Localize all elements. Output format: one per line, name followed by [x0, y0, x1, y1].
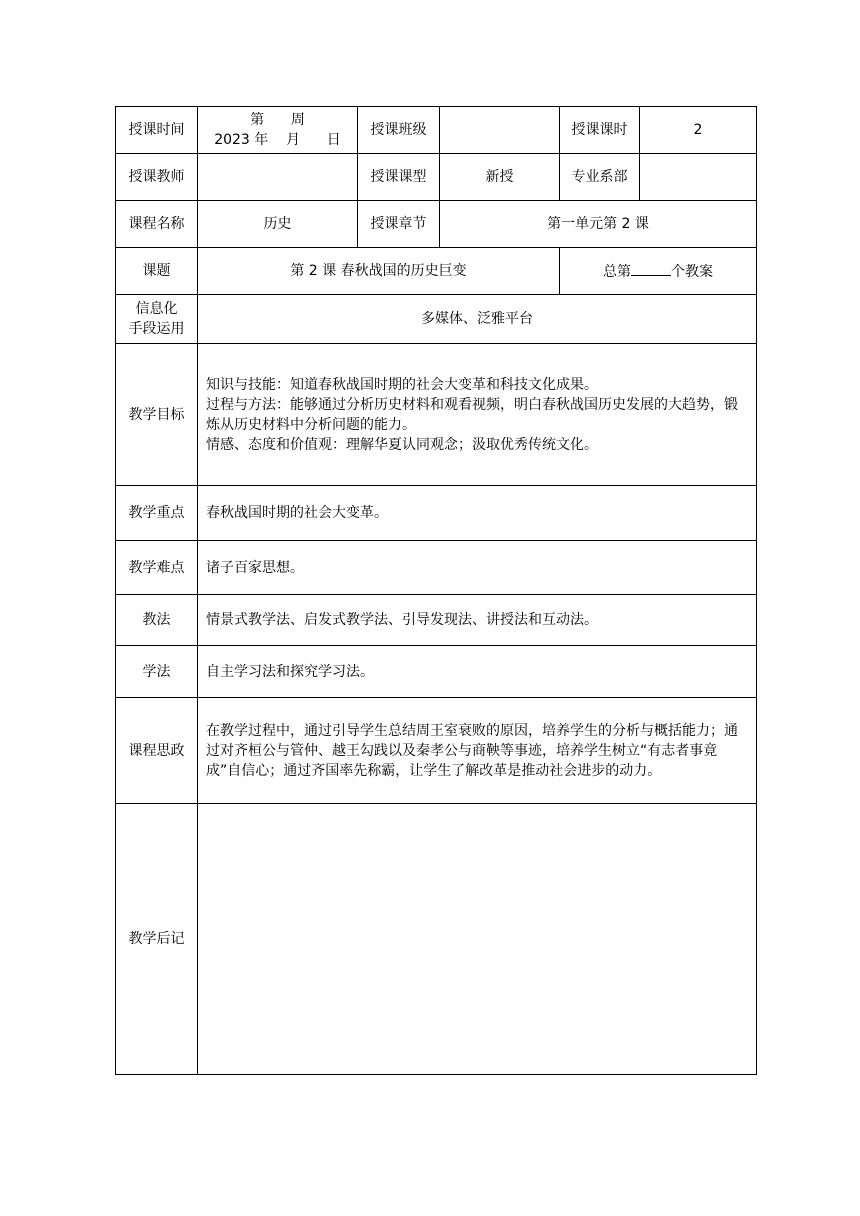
row-info: [116, 295, 757, 344]
row-method: [116, 595, 757, 646]
learning-label: 学法: [116, 646, 198, 698]
row-goals: [116, 344, 757, 486]
topic-value: 第 2 课 春秋战国的历史巨变: [198, 248, 560, 295]
row-time: [116, 107, 757, 154]
time-label: 授课时间: [116, 107, 198, 154]
dept-value: [640, 154, 757, 201]
total-blank: [631, 261, 671, 276]
week-prefix: 第: [250, 112, 265, 128]
hours-value: 2: [640, 107, 757, 154]
row-learning: [116, 646, 757, 698]
dept-label: 专业系部: [560, 154, 640, 201]
row-course: [116, 201, 757, 248]
week-suffix: 周: [290, 112, 305, 128]
course-label: 课程名称: [116, 201, 198, 248]
notes-label: 教学后记: [116, 804, 198, 1075]
goal-emotion: 情感、态度和价值观：理解华夏认同观念；汲取优秀传统文化。: [206, 436, 598, 453]
total-count: [560, 248, 757, 295]
ideology-value: 在教学过程中，通过引导学生总结周王室衰败的原因，培养学生的分析与概括能力；通过对齐桓公与管仲、越王勾践以及秦孝公与商鞅等事迹，培养学生树立“有志者事竟成”自信心；通过齐国率先称霸，让学生了解改革是推动社会进步的动力。: [198, 698, 757, 804]
week-line: [206, 110, 349, 130]
method-label: 教法: [116, 595, 198, 646]
info-label-line1: 信息化: [135, 301, 178, 317]
focus-label: 教学重点: [116, 486, 198, 541]
goal-knowledge: 知识与技能：知道春秋战国时期的社会大变革和科技文化成果。: [206, 376, 598, 393]
teacher-label: 授课教师: [116, 154, 198, 201]
class-label: 授课班级: [358, 107, 440, 154]
lesson-type-value: 新授: [440, 154, 560, 201]
day: 日: [326, 132, 341, 148]
ideology-label: 课程思政: [116, 698, 198, 804]
date-line: [206, 130, 349, 150]
goals-value: [198, 344, 757, 486]
total-suffix: 个教案: [671, 263, 713, 280]
total-prefix: 总第: [603, 263, 631, 280]
class-value: [440, 107, 560, 154]
notes-value: [198, 804, 757, 1075]
goal-process: 过程与方法：能够通过分析历史材料和观看视频，明白春秋战国历史发展的大趋势，锻炼从历史材料中分析问题的能力。: [206, 396, 738, 433]
lesson-plan-table: [115, 106, 757, 1075]
method-value: 情景式教学法、启发式教学法、引导发现法、讲授法和互动法。: [198, 595, 757, 646]
chapter-value: 第一单元第 2 课: [440, 201, 757, 248]
chapter-label: 授课章节: [358, 201, 440, 248]
year: 2023 年: [214, 132, 269, 148]
row-topic: [116, 248, 757, 295]
row-difficulty: [116, 541, 757, 595]
hours-label: 授课课时: [560, 107, 640, 154]
learning-value: 自主学习法和探究学习法。: [198, 646, 757, 698]
row-notes: [116, 804, 757, 1075]
info-value: 多媒体、泛雅平台: [198, 295, 757, 344]
difficulty-label: 教学难点: [116, 541, 198, 595]
lesson-type-label: 授课课型: [358, 154, 440, 201]
row-ideology: [116, 698, 757, 804]
info-label: [116, 295, 198, 344]
difficulty-value: 诸子百家思想。: [198, 541, 757, 595]
focus-value: 春秋战国时期的社会大变革。: [198, 486, 757, 541]
time-value: [198, 107, 358, 154]
row-focus: [116, 486, 757, 541]
info-label-line2: 手段运用: [128, 321, 185, 337]
topic-label: 课题: [116, 248, 198, 295]
month: 月: [286, 132, 301, 148]
teacher-value: [198, 154, 358, 201]
row-teacher: [116, 154, 757, 201]
course-value: 历史: [198, 201, 358, 248]
goals-label: 教学目标: [116, 344, 198, 486]
